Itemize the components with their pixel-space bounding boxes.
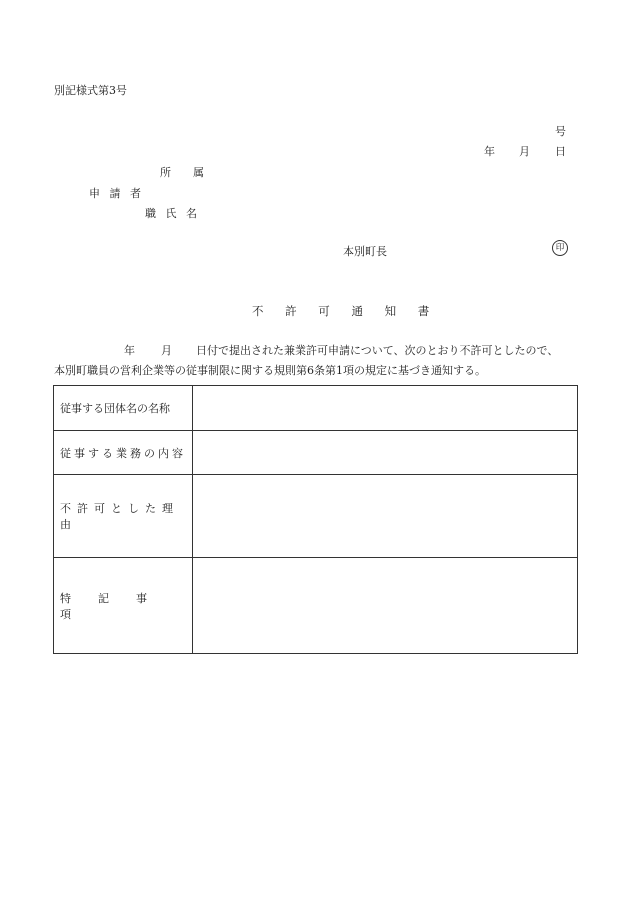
applicant-label: 申 請 者	[89, 187, 144, 200]
table-row	[54, 431, 578, 475]
table-row	[54, 558, 578, 654]
row-value-cell[interactable]	[193, 431, 578, 475]
row-value-cell[interactable]	[193, 558, 578, 654]
affiliation-label	[160, 164, 204, 180]
body-line-2: 本別町職員の営利企業等の従事制限に関する規則第6条第1項の規定に基づき通知する。	[54, 364, 486, 377]
row-label-cell	[54, 475, 193, 558]
row-label: 不許可とした理由	[60, 502, 179, 531]
row-label: 特記事項	[60, 591, 174, 621]
row-value-cell[interactable]	[193, 386, 578, 431]
affiliation-char-2: 属	[193, 166, 204, 179]
row-label: 従事する業務の内容	[60, 446, 186, 460]
number-suffix: 号	[555, 125, 566, 138]
issuer-title: 本別町長	[343, 245, 387, 258]
form-table	[53, 385, 578, 654]
row-value-cell[interactable]	[193, 475, 578, 558]
date-day-label: 日	[555, 145, 566, 158]
row-label: 従事する団体名の名称	[60, 402, 170, 415]
body-line-1-text: 日付で提出された兼業許可申請について、次のとおり不許可としたので、	[196, 344, 559, 357]
body-line-1	[54, 342, 558, 358]
affiliation-char-1: 所	[160, 166, 171, 179]
row-label-cell	[54, 431, 193, 475]
document-title: 不 許 可 通 知 書	[252, 304, 439, 318]
row-label-cell	[54, 386, 193, 431]
seal-mark: 印	[552, 240, 568, 256]
table-row	[54, 386, 578, 431]
date-year-label: 年	[484, 145, 495, 158]
table-row	[54, 475, 578, 558]
name-label: 職 氏 名	[145, 207, 200, 220]
row-label-cell	[54, 558, 193, 654]
body-year: 年	[124, 344, 135, 357]
date-month-label: 月	[519, 145, 530, 158]
body-month: 月	[161, 344, 172, 357]
form-number: 別記様式第3号	[54, 84, 127, 97]
